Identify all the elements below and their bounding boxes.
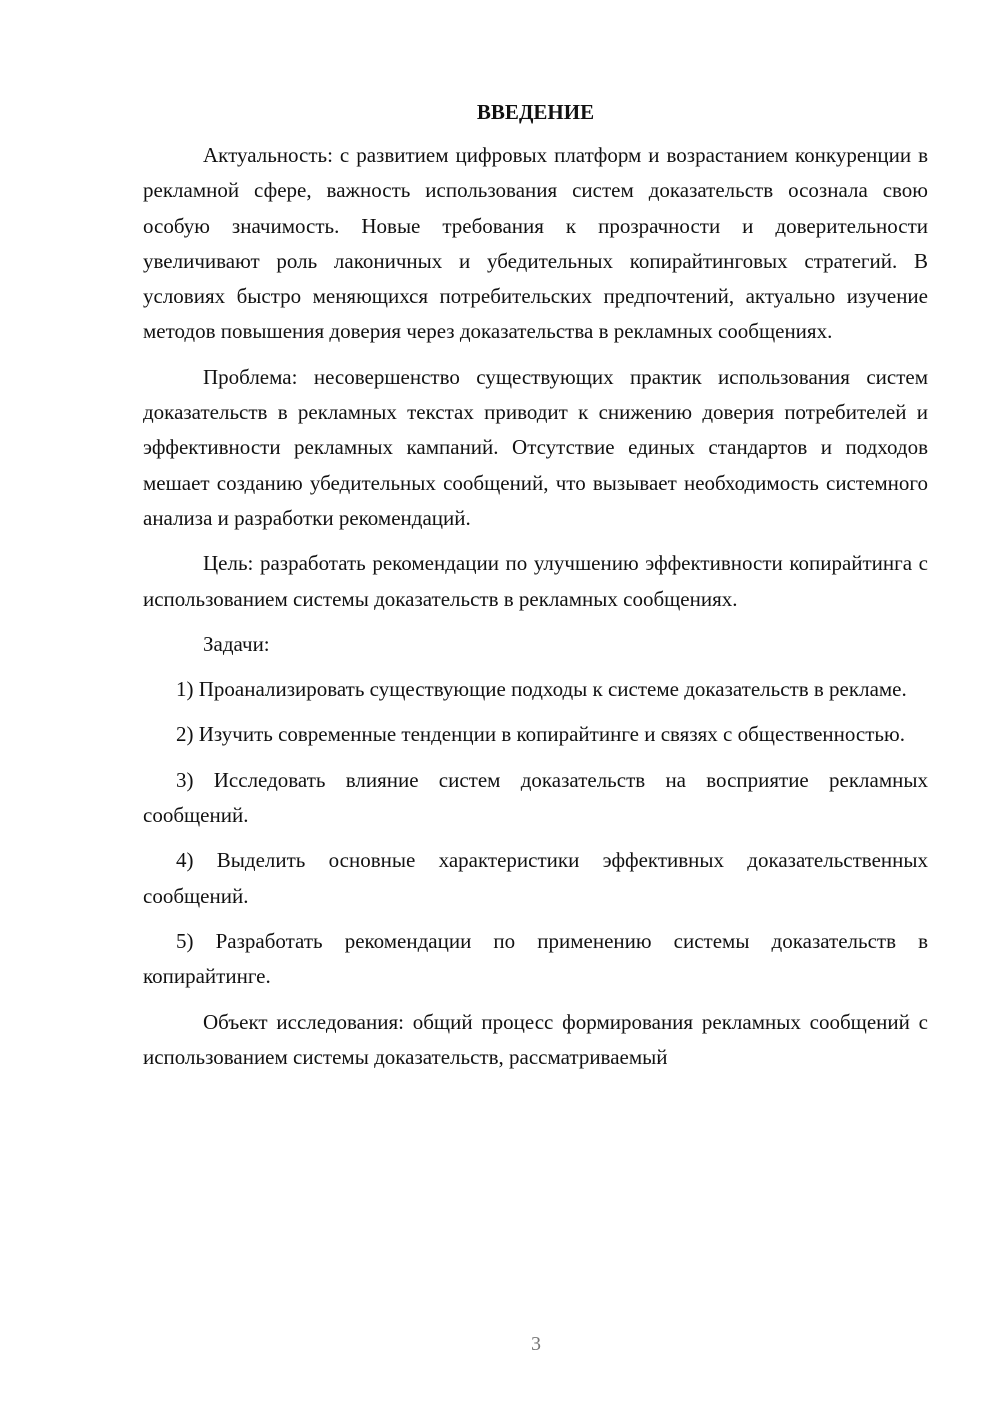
task-item-5: 5) Разработать рекомендации по применению системы доказательств в копирайтинге. bbox=[143, 928, 928, 989]
task-item-4: 4) Выделить основные характеристики эффективных доказательственных сообщений. bbox=[143, 848, 928, 908]
paragraph-object: Объект исследования: общий процесс формирования рекламных сообщений с использованием системы доказательств, рассматриваемый bbox=[143, 1009, 928, 1069]
paragraph-problem: Проблема: несовершенство существующих практик использования систем доказательств в рекламных текстах приводит к снижению доверия потребителей и эффективности рекламных кампаний. Отсутствие единых стандартов и подходов мешает созданию убедительных сообщений, что вызывает необходимость системного анализа и разработки рекомендаций. bbox=[143, 364, 928, 530]
page-content bbox=[143, 95, 928, 1075]
paragraph-goal: Цель: разработать рекомендации по улучшению эффективности копирайтинга с использованием системы доказательств в рекламных сообщениях. bbox=[143, 551, 928, 611]
task-item-1: 1) Проанализировать существующие подходы к системе доказательств в рекламе. bbox=[176, 677, 907, 702]
page-number: 3 bbox=[531, 1333, 541, 1355]
paragraph-relevance: Актуальность: с развитием цифровых платформ и возрастанием конкуренции в рекламной сфере, важность использования систем доказательств осознала свою особую значимость. Новые требования к прозрачности и доверительности увеличивают роль лаконичных и убедительных копирайтинговых стратегий. В условиях быстро меняющихся потребительских предпочтений, актуально изучение методов повышения доверия через доказательства в рекламных сообщениях. bbox=[143, 143, 928, 344]
tasks-heading: Задачи: bbox=[203, 631, 270, 656]
task-item-3: 3) Исследовать влияние систем доказательств на восприятие рекламных сообщений. bbox=[143, 767, 928, 828]
section-title: ВВЕДЕНИЕ bbox=[476, 100, 595, 124]
task-item-2: 2) Изучить современные тенденции в копирайтинге и связях с общественностью. bbox=[176, 722, 905, 747]
